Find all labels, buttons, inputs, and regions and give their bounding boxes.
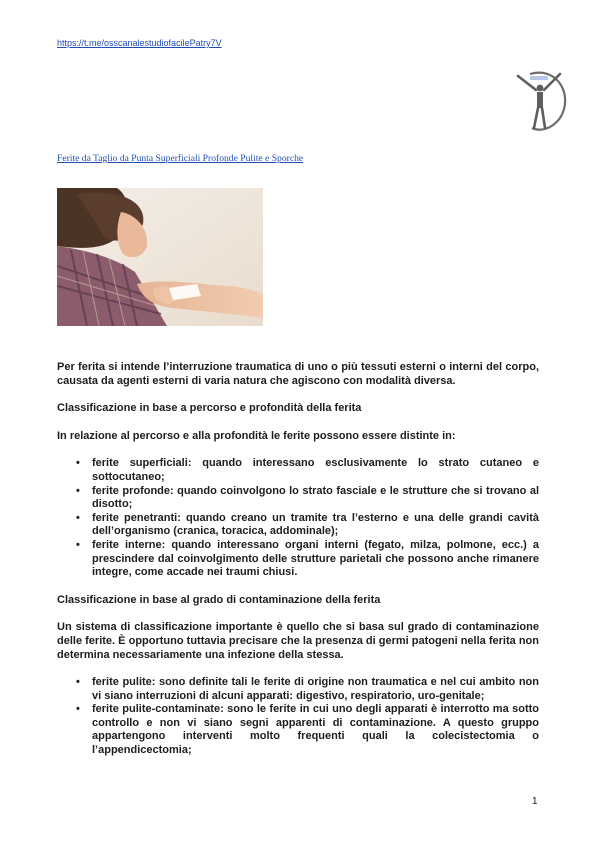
wound-care-photo bbox=[57, 188, 263, 326]
section-lead-depth: In relazione al percorso e alla profondità le ferite possono essere distinte in: bbox=[57, 429, 456, 442]
bullet-icon: • bbox=[76, 511, 80, 524]
bullet-icon: • bbox=[76, 457, 80, 470]
bullet-icon: • bbox=[76, 484, 80, 497]
list-item-text: ferite pulite-contaminate: sono le ferite in cui uno degli apparati è interrotto ma sotto controllo e non vi siano segni apparenti di contaminazione. A questo gruppo appartengono interventi molto frequenti quali la colecistectomia o l’appendicectomia; bbox=[92, 703, 539, 757]
list-item bbox=[57, 512, 539, 539]
bullet-icon: • bbox=[76, 676, 80, 689]
contamination-classification-list bbox=[57, 676, 539, 758]
bullet-icon: • bbox=[76, 538, 80, 551]
list-item bbox=[57, 539, 539, 580]
section-lead-contamination: Un sistema di classificazione importante è quello che si basa sul grado di contaminazione delle ferite. È opportuno tuttavia precisare che la presenza di germi patogeni nella ferita non determina necessariamente una infezione della stessa. bbox=[57, 621, 539, 661]
list-item bbox=[57, 485, 539, 512]
list-item-text: ferite interne: quando interessano organi interni (fegato, milza, polmone, ecc.) a prescindere dal coinvolgimento delle strutture parietali che possono anche rimanere integre, come accade nei traumi chiusi. bbox=[92, 538, 539, 579]
page-number: 1 bbox=[532, 796, 538, 807]
section-heading-depth: Classificazione in base a percorso e profondità della ferita bbox=[57, 402, 362, 415]
bullet-icon: • bbox=[76, 703, 80, 716]
intro-paragraph: Per ferita si intende l’interruzione traumatica di uno o più tessuti esterni o interni del corpo, causata da agenti esterni di varia natura che agiscono con modalità diversa. bbox=[57, 361, 539, 387]
header-telegram-link[interactable]: https://t.me/osscanalestudiofacilePatry7V bbox=[57, 38, 222, 48]
list-item bbox=[57, 457, 539, 484]
vitruvian-figure-logo-icon bbox=[510, 66, 572, 132]
list-item bbox=[57, 676, 539, 703]
list-item bbox=[57, 703, 539, 757]
document-title[interactable]: Ferite da Taglio da Punta Superficiali Profonde Pulite e Sporche bbox=[57, 153, 304, 164]
list-item-text: ferite pulite: sono definite tali le ferite di origine non traumatica e nel cui ambito non vi siano interruzioni di alcuni apparati: digestivo, respiratorio, uro-genitale; bbox=[92, 676, 539, 702]
document-body bbox=[57, 361, 539, 758]
section-heading-contamination: Classificazione in base al grado di contaminazione della ferita bbox=[57, 593, 381, 606]
list-item-text: ferite penetranti: quando creano un tramite tra l’esterno e una delle grandi cavità dell’organismo (cranica, toracica, addominale); bbox=[92, 511, 539, 538]
depth-classification-list bbox=[57, 457, 539, 579]
list-item-text: ferite profonde: quando coinvolgono lo strato fasciale e le strutture che si trovano al disotto; bbox=[92, 484, 539, 511]
list-item-text: ferite superficiali: quando interessano esclusivamente lo strato cutaneo e sottocutaneo; bbox=[92, 457, 539, 483]
